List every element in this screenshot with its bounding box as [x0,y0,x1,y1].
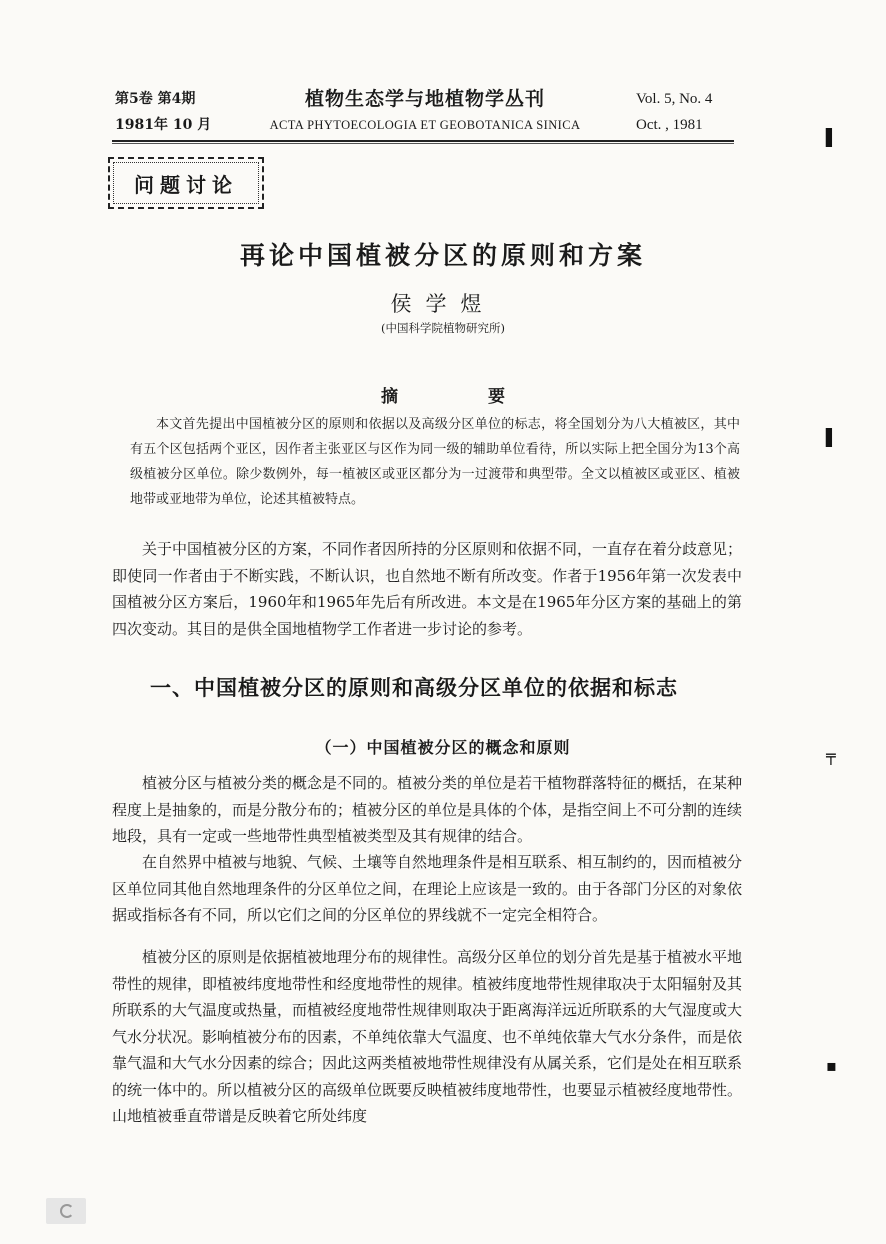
body-paragraph-1: 植被分区与植被分类的概念是不同的。植被分类的单位是若干植物群落特征的概括，在某种程度上是抽象的，而是分散分布的；植被分区的单位是具体的个体，是指空间上不可分割的连续地段，具有一定或一些地带性典型植被类型及其有规律的结合。 [112,774,743,845]
margin-mark: ▌ [826,128,839,147]
date-en: Oct. , 1981 [636,117,703,133]
margin-mark: ▪ [826,1056,837,1075]
watermark-logo [46,1198,86,1224]
journal-title [250,86,600,138]
section-heading: 一、中国植被分区的原则和高级分区单位的依据和标志 [150,675,678,700]
volume-en: Vol. 5, No. 4 [636,91,713,107]
header-rule-thin [112,143,734,144]
issue-date: 1981年 10 月 [115,117,212,133]
volume-issue: 第5卷 第4期 [115,91,196,107]
subsection-heading: （一）中国植被分区的概念和原则 [315,738,571,757]
journal-title-en: ACTA PHYTOECOLOGIA ET GEOBOTANICA SINICA [269,118,581,132]
intro-paragraph: 关于中国植被分区的方案，不同作者因所持的分区原则和依据不同，一直存在着分歧意见；即使同一作者由于不断实践，不断认识，也自然地不断有所改变。作者于1956年第一次发表中国植被分区方案后，1960年和1965年先后有所改进。本文是在1965年分区方案的基础上的第四次变动。其目的是供全国地植物学工作者进一步讨论的参考。 [112,540,743,638]
margin-mark: ╤ [826,746,836,765]
section-label: 问题讨论 [134,172,238,197]
header-rule [112,140,734,142]
author-name: 侯学煜 [390,292,496,316]
journal-title-cn: 植物生态学与地植物学丛刊 [304,88,545,110]
author-affiliation: (中国科学院植物研究所) [381,321,505,335]
body-paragraph-3: 植被分区的原则是依据植被地理分布的规律性。高级分区单位的划分首先是基于植被水平地带性的规律，即植被纬度地带性和经度地带性的规律。植被纬度地带性规律取决于太阳辐射及其所联系的大气温度或热量，而植被经度地带性规律则取决于距离海洋远近所联系的大气湿度或大气水分状况。影响植被分布的因素，不单纯依靠大气温度、也不单纯依靠大气水分条件，而是依靠气温和大气水分因素的综合；因此这两类植被地带性规律没有从属关系，它们是处在相互联系的统一体中的。所以植被分区的高级单位既要反映植被纬度地带性，也要显示植被经度地带性。山地植被垂直带谱是反映着它所处纬度 [112,948,743,1125]
article-title: 再论中国植被分区的原则和方案 [239,241,646,270]
abstract-text: 本文首先提出中国植被分区的原则和依据以及高级分区单位的标志，将全国划分为八大植被区，其中有五个区包括两个亚区，因作者主张亚区与区作为同一级的辅助单位看待，所以实际上把全国分为13个高级植被分区单位。除少数例外，每一植被区或亚区都分为一过渡带和典型带。全文以植被区或亚区、植被地带或亚地带为单位，论述其植被特点。 [130,417,740,507]
issue-info [115,86,211,138]
body-paragraph-2: 在自然界中植被与地貌、气候、土壤等自然地理条件是相互联系、相互制约的，因而植被分区单位同其他自然地理条件的分区单位之间，在理论上应该是一致的。由于各部门分区的对象依据或指标各有不同，所以它们之间的分区单位的界线就不一定完全相符合。 [112,853,743,924]
section-label-box [108,157,264,209]
margin-mark: ▌ [826,428,839,447]
abstract-heading: 摘要 [381,387,595,407]
volume-info-en [636,86,712,138]
